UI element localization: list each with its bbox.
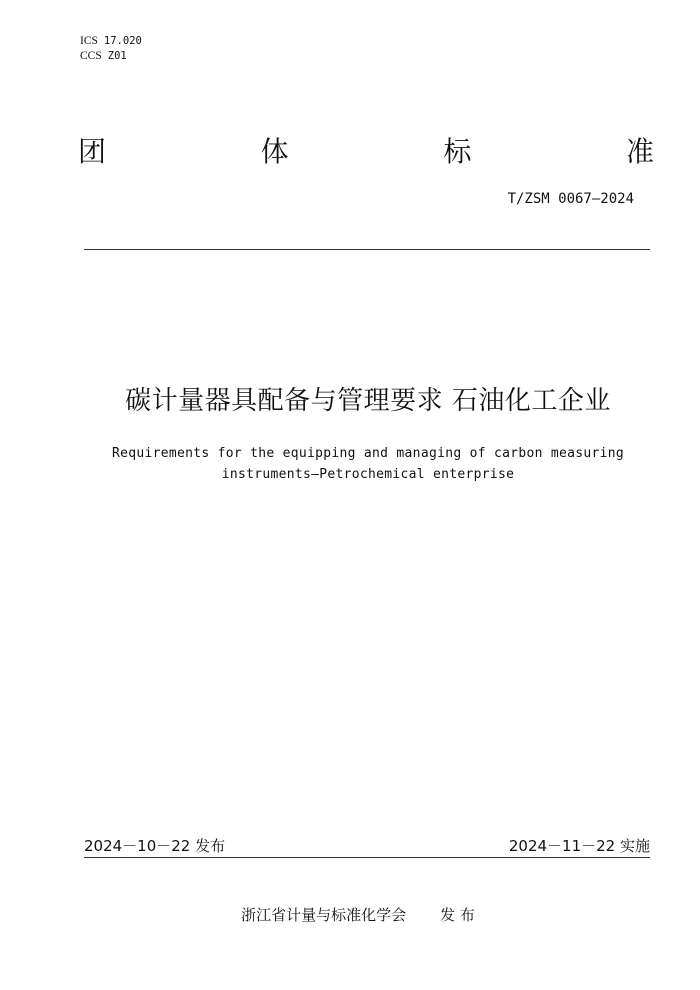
standard-type-char: 准: [625, 135, 654, 168]
title-english-line-2: instruments—Petrochemical enterprise: [221, 467, 515, 482]
ics-row: [80, 34, 142, 49]
publisher-line: [0, 904, 700, 925]
ics-label: ICS: [80, 35, 98, 47]
ccs-code: Z01: [107, 50, 127, 62]
standard-type-char: 体: [260, 135, 289, 168]
issue-date: 2024－10－22 发布: [84, 837, 226, 855]
title-english: [0, 443, 700, 485]
bottom-divider: [84, 857, 650, 858]
ccs-label: CCS: [80, 50, 102, 62]
top-divider: [84, 249, 650, 250]
title-english-line-1: Requirements for the equipping and managing of carbon measuring: [112, 446, 624, 461]
standard-type-heading: [78, 134, 654, 170]
ccs-row: [80, 49, 142, 64]
implementation-date: 2024－11－22 实施: [508, 837, 650, 855]
publisher-name: 浙江省计量与标准化学会: [241, 906, 407, 924]
ics-code: 17.020: [103, 35, 142, 47]
classification-codes: [80, 34, 142, 64]
standard-number: T/ZSM 0067—2024: [507, 191, 634, 207]
title-chinese: 碳计量器具配备与管理要求 石油化工企业: [125, 386, 611, 416]
publish-label: 发 布: [440, 906, 475, 924]
standard-type-char: 标: [443, 135, 472, 168]
standard-type-char: 团: [78, 135, 107, 168]
